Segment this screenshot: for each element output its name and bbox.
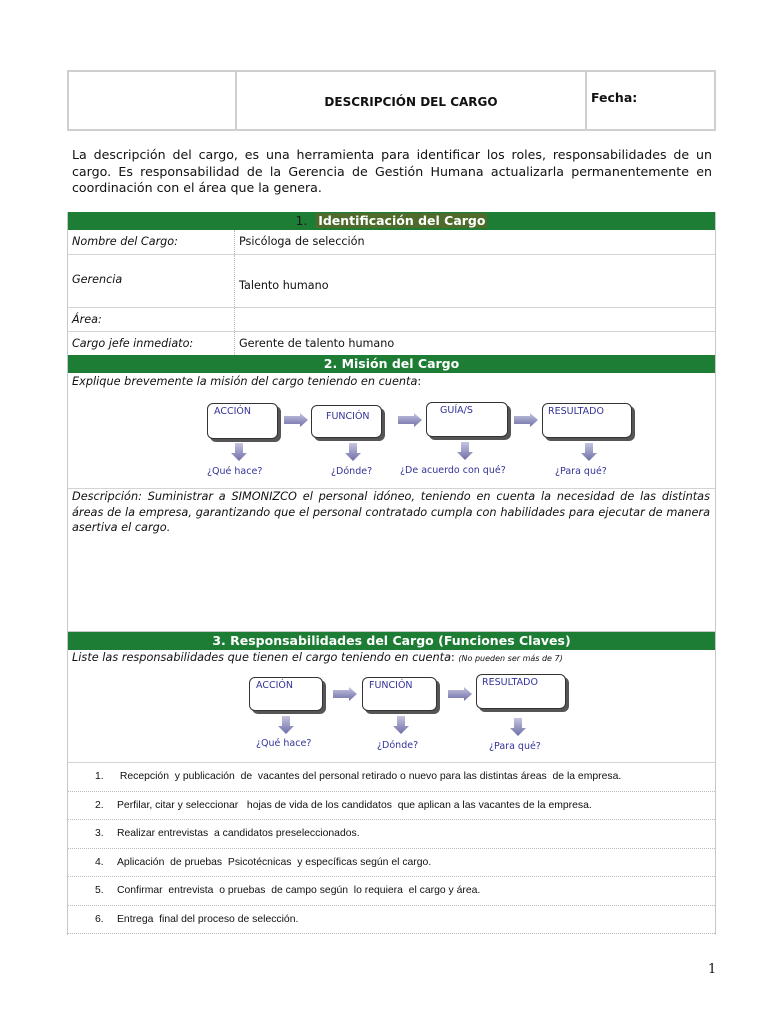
resp-instruction [68, 650, 715, 665]
arrow-down-icon [278, 716, 294, 734]
logo-cell [69, 72, 237, 129]
section-identificacion [67, 212, 716, 356]
flow-box-funcion: FUNCIÓN [311, 405, 382, 438]
arrow-right-icon [398, 413, 422, 427]
mision-instruction-text: Explique brevemente la misión del cargo teniendo en cuenta [72, 375, 418, 388]
colon: : [451, 651, 455, 664]
arrow-right-icon [448, 687, 472, 701]
table-row [68, 230, 715, 254]
section-1-header [68, 212, 715, 230]
resp-instruction-text: Liste las responsabilidades que tienen el cargo teniendo en cuenta [72, 651, 452, 664]
header-table [67, 70, 716, 131]
list-item [68, 877, 715, 906]
arrow-down-icon [581, 443, 597, 461]
list-item [68, 849, 715, 878]
list-item [68, 763, 715, 792]
flow-box-guias: GUÍA/S [426, 402, 508, 437]
item-text: Confirmar entrevista o pruebas de campo según lo requiera el cargo y área. [117, 885, 481, 897]
arrow-right-icon [284, 413, 308, 427]
mision-instruction [68, 373, 715, 390]
flow-box-accion: ACCIÓN [249, 677, 323, 711]
list-item [68, 906, 715, 935]
field-value: Psicóloga de selección [235, 230, 716, 254]
arrow-down-icon [457, 442, 473, 460]
item-text: Realizar entrevistas a candidatos preseleccionados. [117, 828, 360, 840]
flow-question: ¿Qué hace? [207, 466, 263, 477]
field-label: Gerencia [68, 254, 235, 307]
arrow-right-icon [333, 687, 357, 701]
item-number: 4. [95, 856, 104, 868]
section-mision [67, 355, 716, 632]
field-value [235, 307, 716, 331]
table-row [68, 331, 715, 355]
arrow-down-icon [510, 718, 526, 736]
arrow-down-icon [345, 443, 361, 461]
flow-question: ¿De acuerdo con qué? [400, 465, 506, 476]
mision-description: Descripción: Suministrar a SIMONIZCO el personal idóneo, teniendo en cuenta la necesidad de las distintas áreas de la empresa, garantizando que el personal contratado cumpla con habilidades para ejecutar de manera asertiva el cargo. [72, 490, 710, 534]
item-text: Aplicación de pruebas Psicotécnicas y específicas según el cargo. [117, 856, 432, 868]
item-number: 6. [95, 913, 104, 925]
identification-table [68, 230, 715, 356]
flow-box-resultado: RESULTADO [542, 403, 632, 438]
item-text: Entrega final del proceso de selección. [117, 913, 299, 925]
field-label: Cargo jefe inmediato: [68, 331, 235, 355]
table-row [68, 254, 715, 307]
section-2-header: 2. Misión del Cargo [68, 355, 715, 373]
list-item [68, 820, 715, 849]
item-number: 5. [95, 885, 104, 897]
colon: : [417, 375, 422, 388]
page-number: 1 [708, 962, 717, 977]
flow-question: ¿Para qué? [489, 741, 541, 752]
flow-question: ¿Para qué? [555, 466, 607, 477]
item-number: 1. [95, 771, 104, 783]
section-3-header: 3. Responsabilidades del Cargo (Funciones Claves) [68, 632, 715, 650]
flow-box-funcion: FUNCIÓN [362, 677, 437, 711]
item-number: 2. [95, 799, 104, 811]
table-row [68, 307, 715, 331]
field-label: Área: [68, 307, 235, 331]
date-label: Fecha: [591, 90, 638, 105]
flow-box-accion: ACCIÓN [207, 403, 278, 439]
responsibilities-list [68, 763, 715, 934]
section-1-title: Identificación del Cargo [318, 213, 486, 228]
item-text: Recepción y publicación de vacantes del personal retirado o nuevo para las distintas áreas de la empresa. [117, 771, 622, 783]
arrow-right-icon [514, 413, 538, 427]
intro-paragraph: La descripción del cargo, es una herramienta para identificar los roles, responsabilidades de un cargo. Es responsabilidad de la Gerencia de Gestión Humana actualizarla permanentemente en coordinación con el área que la genera. [72, 147, 712, 195]
section-1-number: 1. [295, 213, 308, 228]
flow-question: ¿Qué hace? [256, 738, 312, 749]
list-item [68, 792, 715, 821]
item-text: Perfilar, citar y seleccionar hojas de vida de los candidatos que aplican a las vacantes de la empresa. [117, 799, 592, 811]
flow-box-resultado: RESULTADO [476, 674, 566, 709]
field-label: Nombre del Cargo: [68, 230, 235, 254]
flow-question: ¿Dónde? [331, 466, 373, 477]
arrow-down-icon [393, 716, 409, 734]
resp-note: (No pueden ser más de 7) [458, 654, 563, 663]
flow-question: ¿Dónde? [377, 740, 419, 751]
document-title: DESCRIPCIÓN DEL CARGO [237, 72, 587, 129]
field-value: Gerente de talento humano [235, 331, 716, 355]
arrow-down-icon [231, 443, 247, 461]
field-value: Talento humano [235, 254, 716, 307]
item-number: 3. [95, 828, 104, 840]
